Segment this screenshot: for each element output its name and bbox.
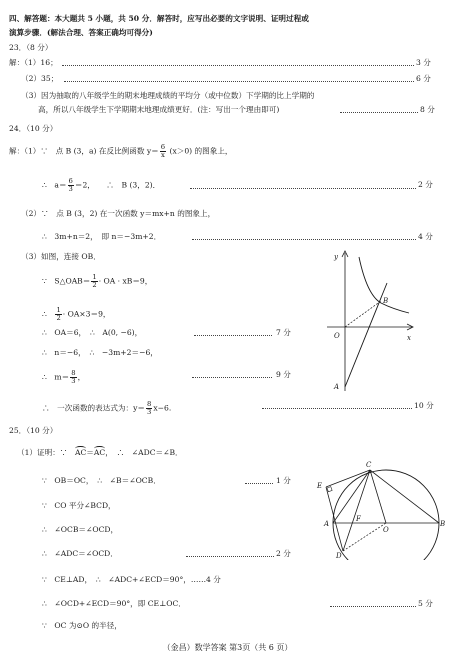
segment-ce <box>326 470 370 487</box>
chord-cd <box>343 470 370 551</box>
q24-step-1 <box>9 144 233 159</box>
fraction: $\frac{8}{3}$ <box>71 369 76 385</box>
fraction: $\frac{8}{3}$ <box>147 400 152 416</box>
fraction: $\frac{6}{3}$ <box>68 177 73 193</box>
point-d-label: D <box>336 552 342 560</box>
section-heading-cont: 演算步骤．(解法合理、答案正确均可得分) <box>9 28 153 37</box>
point-a-label: A <box>334 383 340 391</box>
fraction: $\frac{6}{x}$ <box>160 143 166 159</box>
origin-label: O <box>334 332 340 340</box>
q23-score-1: 3 分 <box>416 58 431 67</box>
right-angle-mark <box>327 487 332 492</box>
fraction: $\frac{1}{2}$ <box>92 273 97 289</box>
q24-step-11: ∴ 一次函数的表达式为：y＝ $\frac{8}{3}$ x−6. <box>42 400 172 416</box>
q24-score-8: 7 分 <box>276 328 291 337</box>
q24-score-10: 9 分 <box>276 370 291 379</box>
q25-step-1: （1）证明：∵ AC＝AC， ∴ ∠ADC＝∠B． <box>17 448 183 457</box>
leader-dots <box>186 556 274 557</box>
fraction: $\frac{1}{2}$ <box>56 306 61 322</box>
arc-ac: AC <box>75 448 87 457</box>
q24-step-4: ∴ 3m+n＝2， 即 n＝−3m+2． <box>42 232 162 241</box>
q24-step-10: ∴ m＝ $\frac{8}{3}$ ， <box>42 369 86 385</box>
leader-dots <box>340 112 418 113</box>
leader-dots <box>192 377 272 378</box>
q23-score-3: 8 分 <box>420 105 435 114</box>
q23-answer-3: （3）因为抽取的八年级学生的期末地理成绩的平均分（或中位数）下学期的比上学期的 <box>21 91 315 100</box>
leader-dots <box>194 335 272 336</box>
segment-ob <box>345 301 381 327</box>
leader-dots <box>330 606 416 607</box>
point-o-label: O <box>383 526 389 534</box>
q24-score-4: 4 分 <box>418 232 433 241</box>
point-b-label: B <box>440 520 446 528</box>
point-f-label: F <box>356 515 361 523</box>
x-label: x <box>407 334 411 342</box>
q25-score-2: 1 分 <box>276 476 291 485</box>
leader-dots <box>245 483 273 484</box>
y-label: y <box>334 253 338 261</box>
chord-ca <box>333 470 370 523</box>
point-b-label: B <box>383 297 389 305</box>
q24-score-2: 2 分 <box>418 180 433 189</box>
q24-step-9: ∴ n＝−6， ∴ −3m+2＝−6， <box>42 348 158 357</box>
q25-score-7: 5 分 <box>418 599 433 608</box>
q24-step-1-tail: (x＞0) 的图象上， <box>167 146 233 156</box>
q23-title: 23．（8 分） <box>9 43 53 52</box>
q24-step-6: ∵ S△OAB＝ $\frac{1}{2}$ · OA · xB＝9， <box>42 273 153 289</box>
q23-answer-1: 解：（1）16； <box>9 58 58 67</box>
point-a-label: A <box>324 520 330 528</box>
leader-dots <box>64 81 414 82</box>
q25-step-3: ∵ CO 平分∠BCD， <box>42 501 116 510</box>
q25-step-6: ∵ CE⊥AD， ∴ ∠ADC+∠ECD＝90°，……4 分 <box>42 575 221 584</box>
q24-step-2: ∴ a＝ $\frac{6}{3}$ ＝2， ∴ B (3，2)． <box>42 177 161 193</box>
leader-dots <box>62 65 414 66</box>
leader-dots <box>192 239 416 240</box>
q25-step-4: ∴ ∠OCB＝∠OCD， <box>42 525 119 534</box>
q25-step-5: ∴ ∠ADC＝∠OCD． <box>42 549 118 558</box>
radius-co <box>370 470 386 523</box>
arc-ac: AC <box>93 448 106 457</box>
chord-cb <box>370 470 439 523</box>
linear-function-line <box>345 283 387 387</box>
leader-dots <box>190 188 416 189</box>
q24-step-1-text: 解：（1）∵ 点 B (3，a) 在反比例函数 y＝ <box>9 146 159 156</box>
segment-do <box>343 523 386 551</box>
leader-dots <box>262 408 412 409</box>
q25-score-5: 2 分 <box>276 549 291 558</box>
q24-step-3: （2）∵ 点 B (3，2) 在一次函数 y＝mx+n 的图象上， <box>21 209 216 218</box>
q25-step-2: ∵ OB＝OC， ∴ ∠B＝∠OCB． <box>42 476 161 485</box>
function-graph-figure <box>323 245 418 395</box>
q24-score-11: 10 分 <box>414 401 434 410</box>
q23-answer-2: （2）35； <box>21 74 59 83</box>
q24-step-7: ∴ $\frac{1}{2}$ · OA×3＝9， <box>42 306 111 322</box>
q24-title: 24．（10 分） <box>9 124 58 133</box>
page-footer: （金昌）数学答案 第3页（共 6 页） <box>162 643 293 652</box>
q24-step-8: ∴ OA＝6， ∴ A(0, −6)， <box>42 328 143 337</box>
point-c-label: C <box>366 461 372 469</box>
q23-score-2: 6 分 <box>416 74 431 83</box>
q24-step-5: （3）如图，连接 OB． <box>21 252 101 261</box>
point-e-label: E <box>317 482 323 490</box>
circle-geometry-figure <box>312 456 450 560</box>
q25-step-8: ∵ OC 为⊙O 的半径， <box>42 621 122 630</box>
section-heading: 四、解答题：本大题共 5 小题，共 50 分．解答时，应写出必要的文字说明、证明过程或 <box>9 14 309 23</box>
q25-title: 25．（10 分） <box>9 426 58 435</box>
circle-o <box>333 470 439 560</box>
q23-answer-3-cont: 高，所以八年级学生下学期期末地理成绩更好．(注：写出一个理由即可) <box>38 105 280 114</box>
q25-step-7: ∴ ∠OCD+∠ECD＝90°，即 CE⊥OC． <box>42 599 186 608</box>
